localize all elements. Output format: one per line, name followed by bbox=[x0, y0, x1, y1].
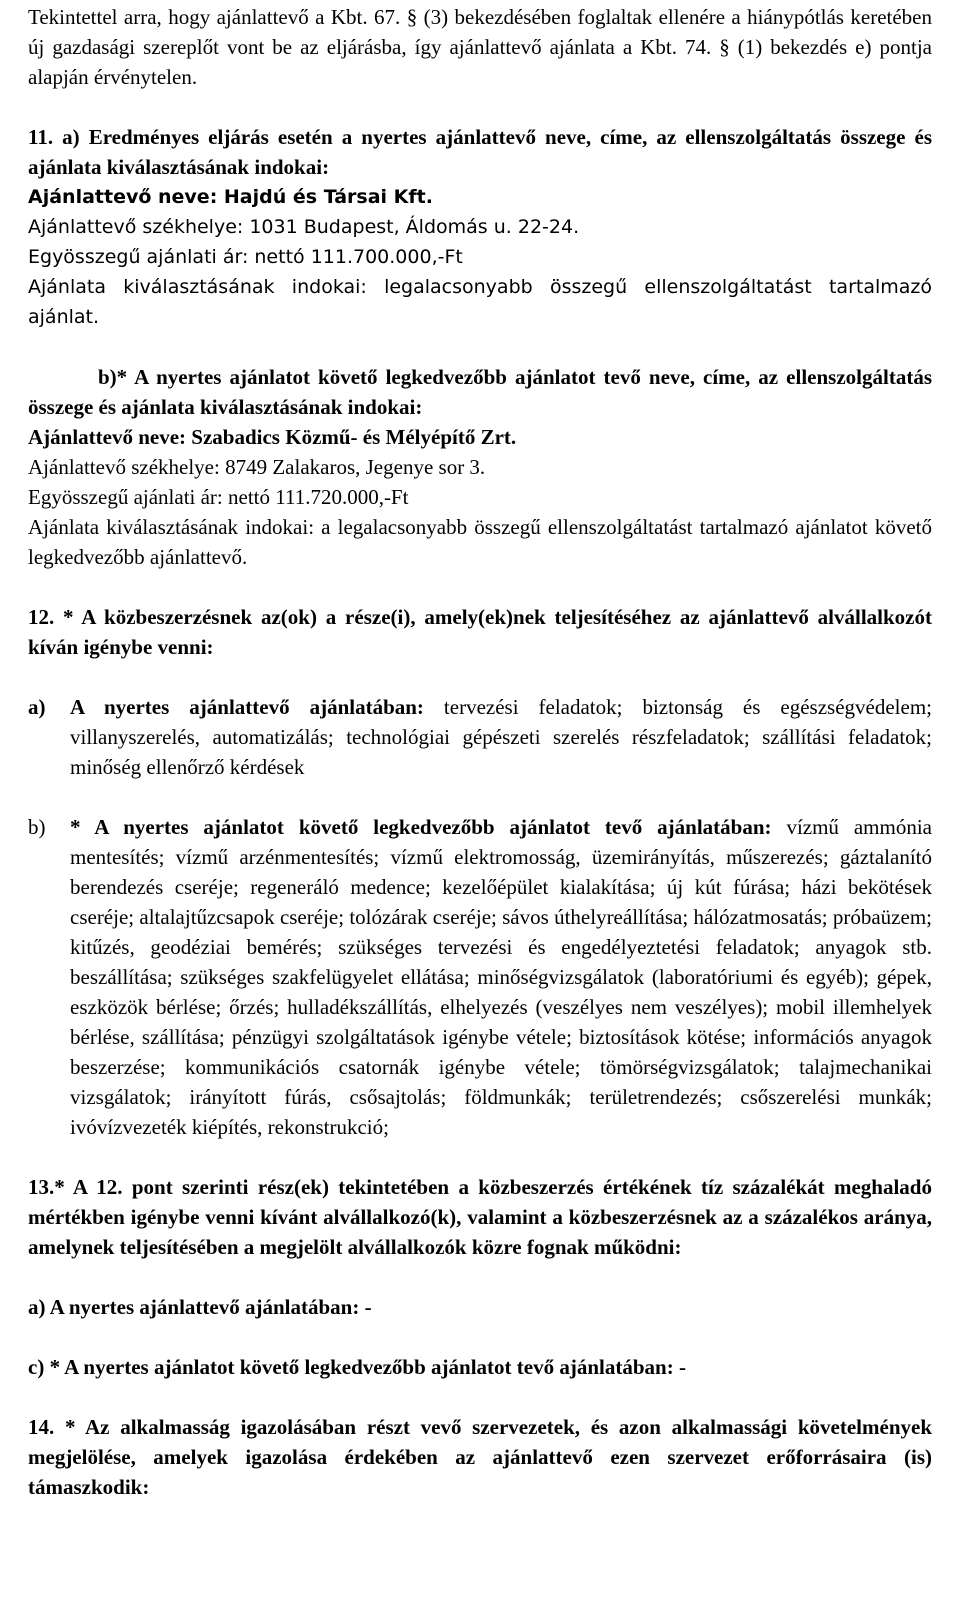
item-body bbox=[70, 692, 932, 782]
section-11b-price: Egyösszegű ajánlati ár: nettó 111.720.000,-Ft bbox=[28, 485, 409, 509]
spacer bbox=[28, 572, 932, 602]
section-14-heading: 14. * Az alkalmasság igazolásában részt vevő szervezetek, és azon alkalmassági követelmények megjelölése, amelyek igazolása érdekében az ajánlattevő ezen szervezet erőforrásaira (is) támaszkodik: bbox=[28, 1415, 932, 1499]
section-13-heading: 13.* A 12. pont szerinti rész(ek) tekintetében a közbeszerzés értékének tíz százalékát meghaladó mértékben igénybe venni kívánt alvállalkozó(k), valamint a közbeszerzésnek az a százalékos aránya, amelynek teljesítésében a megjelölt alvállalkozók közre fognak működni: bbox=[28, 1175, 932, 1259]
section-13-item-c: c) * A nyertes ajánlatot követő legkedvezőbb ajánlatot tevő ajánlatában: - bbox=[28, 1355, 686, 1379]
spacer bbox=[28, 1382, 932, 1412]
section-11b-heading: b)* A nyertes ajánlatot követő legkedvezőbb ajánlatot tevő neve, címe, az ellenszolgáltatás összege és ajánlata kiválasztásának indokai: bbox=[28, 365, 932, 419]
section-12-heading: 12. * A közbeszerzésnek az(ok) a része(i), amely(ek)nek teljesítéséhez az ajánlattevő alvállalkozót kíván igénybe venni: bbox=[28, 605, 932, 659]
section-11a-price: Egyösszegű ajánlati ár: nettó 111.700.000,-Ft bbox=[28, 246, 463, 268]
item-text: vízmű ammónia mentesítés; vízmű arzénmentesítés; vízmű elektromosság, üzemirányítás, műszerezés; gáztalanító berendezés cseréje; regeneráló medence; kezelőépület kialakítása; új kút fúrása; házi bekötések cseréje; altalajtűzcsapok cseréje; tolózárak cseréje; sávos úthelyreállítása; hálózatmosatás; próbaüzem; kitűzés, geodéziai bemérés; szükséges tervezési és engedélyeztetési feladatok; anyagok stb. beszállítása; szükséges szakfelügyelet ellátása; minőségvizsgálatok (laboratóriumi és egyéb); gépek, eszközök bérlése; őrzés; hulladékszállítás, elhelyezés (veszélyes nem veszélyes); mobil illemhelyek bérlése, szállítása; pénzügyi szolgáltatások igénybe vétele; biztosítások kötése; információs anyagok beszerzése; kommunikációs csatornák igénybe vétele; tömörségvizsgálatok; talajmechanikai vizsgálatok; irányított fúrás, csősajtolás; földmunkák; területrendezés; csőszerelési munkák; ivóvízvezeték kiépítés, rekonstrukció; bbox=[70, 815, 932, 1139]
section-13-item-a: a) A nyertes ajánlattevő ajánlatában: - bbox=[28, 1295, 372, 1319]
spacer bbox=[28, 1142, 932, 1172]
section-11b-reason: Ajánlata kiválasztásának indokai: a legalacsonyabb összegű ellenszolgáltatást tartalmazó ajánlatot követő legkedvezőbb ajánlattevő. bbox=[28, 515, 932, 569]
section-11b-seat: Ajánlattevő székhelye: 8749 Zalakaros, Jegenye sor 3. bbox=[28, 455, 486, 479]
item-text: tervezési feladatok; biztonság és egészségvédelem; villanyszerelés, automatizálás; technológiai gépészeti szerelés részfeladatok; szállítási feladatok; minőség ellenőrző kérdések bbox=[70, 695, 932, 779]
spacer bbox=[28, 662, 932, 692]
section-11a-seat: Ajánlattevő székhelye: 1031 Budapest, Áldomás u. 22-24. bbox=[28, 216, 580, 238]
spacer bbox=[28, 782, 932, 812]
section-11a-reason: Ajánlata kiválasztásának indokai: legalacsonyabb összegű ellenszolgáltatást tartalmazó ajánlat. bbox=[28, 276, 932, 328]
item-marker: a) bbox=[28, 695, 46, 719]
item-label: * A nyertes ajánlatot követő legkedvezőbb ajánlatot tevő ajánlatában: bbox=[70, 815, 772, 839]
item-label: A nyertes ajánlattevő ajánlatában: bbox=[70, 695, 424, 719]
section-11a-name: Ajánlattevő neve: Hajdú és Társai Kft. bbox=[28, 186, 433, 208]
section-11b-name: Ajánlattevő neve: Szabadics Közmű- és Mélyépítő Zrt. bbox=[28, 425, 517, 449]
item-marker: b) bbox=[28, 815, 46, 839]
intro-paragraph: Tekintettel arra, hogy ajánlattevő a Kbt. 67. § (3) bekezdésében foglaltak ellenére a hiánypótlás keretében új gazdasági szereplőt vont be az eljárásba, így ajánlattevő ajánlata a Kbt. 74. § (1) bekezdés e) pontja alapján érvénytelen. bbox=[28, 5, 932, 89]
section-12-item-a bbox=[28, 692, 932, 782]
spacer bbox=[28, 1262, 932, 1292]
section-11a-heading: 11. a) Eredményes eljárás esetén a nyertes ajánlattevő neve, címe, az ellenszolgáltatás összege és ajánlata kiválasztásának indokai: bbox=[28, 125, 932, 179]
spacer bbox=[28, 332, 932, 362]
section-12-item-b bbox=[28, 812, 932, 1142]
item-body bbox=[70, 812, 932, 1142]
spacer bbox=[28, 92, 932, 122]
spacer bbox=[28, 1322, 932, 1352]
